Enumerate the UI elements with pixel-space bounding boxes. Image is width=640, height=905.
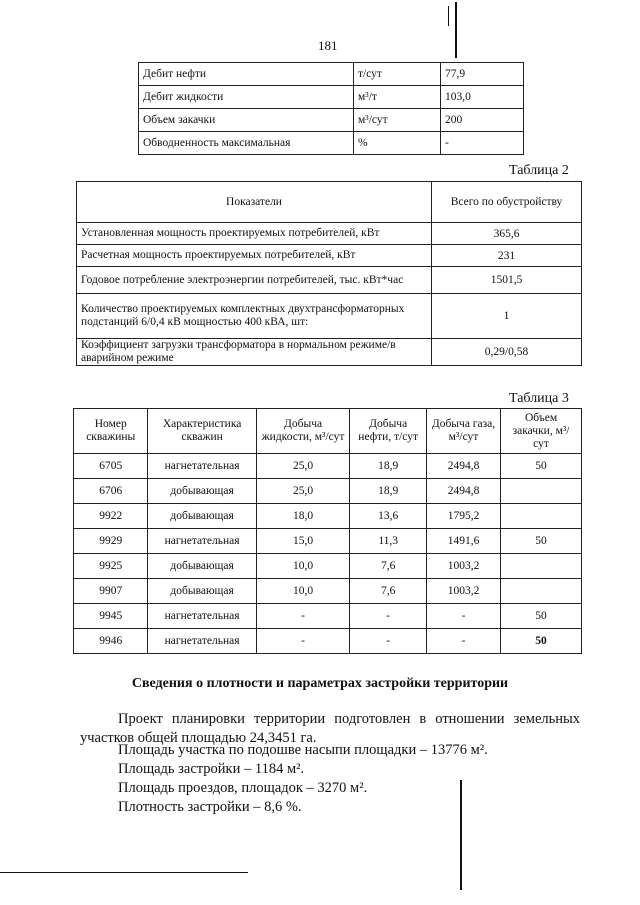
column-header: Объем закачки, м³/сут	[501, 409, 582, 454]
table-cell: 9929	[74, 529, 148, 554]
building-area-line: Площадь застройки – 1184 м².	[118, 761, 305, 777]
table-cell: добывающая	[148, 479, 256, 504]
table-cell	[501, 504, 582, 529]
table-cell: 1491,6	[426, 529, 500, 554]
table-cell: 25,0	[256, 454, 350, 479]
table-cell: 50	[501, 454, 582, 479]
scan-mark	[0, 872, 248, 873]
table-cell: 9922	[74, 504, 148, 529]
table-cell	[501, 579, 582, 604]
table2-caption: Таблица 2	[509, 163, 569, 178]
table-cell: добывающая	[148, 579, 256, 604]
table-row	[74, 579, 582, 604]
table-cell: -	[350, 604, 426, 629]
table-row	[74, 529, 582, 554]
table-cell: 2494,8	[426, 479, 500, 504]
table-row	[139, 86, 524, 109]
table-cell: 7,6	[350, 554, 426, 579]
roads-area-line: Площадь проездов, площадок – 3270 м².	[118, 780, 368, 796]
column-header: Добыча нефти, т/сут	[350, 409, 426, 454]
table-cell: 9925	[74, 554, 148, 579]
table2-header-total: Всего по обустройству	[432, 182, 582, 223]
indicator-name: Коэффициент загрузки трансформатора в нормальном режиме/в аварийном режиме	[77, 339, 432, 366]
table-cell	[501, 479, 582, 504]
scan-mark	[455, 2, 457, 58]
table-cell: -	[426, 604, 500, 629]
table3-caption: Таблица 3	[509, 391, 569, 406]
page-number: 181	[318, 38, 338, 53]
table-cell: 7,6	[350, 579, 426, 604]
table-cell: добывающая	[148, 554, 256, 579]
indicator-value: 1501,5	[432, 267, 582, 294]
table-row	[74, 604, 582, 629]
table-cell: -	[350, 629, 426, 654]
table-row	[74, 629, 582, 654]
table-cell: 6706	[74, 479, 148, 504]
table-cell: 2494,8	[426, 454, 500, 479]
table-cell: добывающая	[148, 504, 256, 529]
param-unit: м³/т	[354, 86, 441, 109]
indicator-name: Установленная мощность проектируемых потребителей, кВт	[77, 223, 432, 245]
table2-header-indicators: Показатели	[77, 182, 432, 223]
table-row	[77, 223, 582, 245]
column-header: Добыча жидкости, м³/сут	[256, 409, 350, 454]
density-line: Плотность застройки – 8,6 %.	[118, 799, 302, 815]
table-cell: 50	[501, 529, 582, 554]
column-header: Номер скважины	[74, 409, 148, 454]
param-value: 200	[441, 109, 524, 132]
table-cell: 9907	[74, 579, 148, 604]
table-cell: 18,9	[350, 479, 426, 504]
table-cell: 18,9	[350, 454, 426, 479]
table-row	[77, 294, 582, 339]
param-name: Обводненность максимальная	[139, 132, 354, 155]
table-cell: нагнетательная	[148, 604, 256, 629]
table-cell: 50	[501, 629, 582, 654]
table-row	[74, 454, 582, 479]
table-cell: 1003,2	[426, 554, 500, 579]
param-unit: т/сут	[354, 63, 441, 86]
power-table	[76, 181, 582, 366]
indicator-value: 365,6	[432, 223, 582, 245]
table-cell: 25,0	[256, 479, 350, 504]
table-cell	[501, 554, 582, 579]
table-cell: 9946	[74, 629, 148, 654]
table-cell: 10,0	[256, 554, 350, 579]
table-row	[74, 479, 582, 504]
table-cell: -	[256, 629, 350, 654]
indicator-value: 231	[432, 245, 582, 267]
param-name: Дебит нефти	[139, 63, 354, 86]
table-row	[139, 132, 524, 155]
table-cell: 11,3	[350, 529, 426, 554]
indicator-name: Расчетная мощность проектируемых потребителей, кВт	[77, 245, 432, 267]
table-cell: 18,0	[256, 504, 350, 529]
column-header: Характеристика скважин	[148, 409, 256, 454]
table-cell: -	[426, 629, 500, 654]
table-row	[74, 554, 582, 579]
param-value: 103,0	[441, 86, 524, 109]
table-row	[139, 109, 524, 132]
table-cell: 10,0	[256, 579, 350, 604]
param-name: Дебит жидкости	[139, 86, 354, 109]
param-value: 77,9	[441, 63, 524, 86]
param-value: -	[441, 132, 524, 155]
wells-table	[73, 408, 582, 654]
table-cell: 1003,2	[426, 579, 500, 604]
table-row	[77, 267, 582, 294]
indicator-value: 0,29/0,58	[432, 339, 582, 366]
table-cell: 13,6	[350, 504, 426, 529]
table-cell: 15,0	[256, 529, 350, 554]
table-cell: 9945	[74, 604, 148, 629]
well-params-table	[138, 62, 524, 155]
table-row	[74, 504, 582, 529]
table-row	[77, 245, 582, 267]
indicator-value: 1	[432, 294, 582, 339]
indicator-name: Годовое потребление электроэнергии потребителей, тыс. кВт*час	[77, 267, 432, 294]
site-area-line: Площадь участка по подошве насыпи площадки – 13776 м².	[118, 742, 488, 758]
section-paragraph: Проект планировки территории подготовлен в отношении земельных участков общей площадью 24,3451 га.	[80, 711, 580, 746]
column-header: Добыча газа, м³/сут	[426, 409, 500, 454]
table-cell: нагнетательная	[148, 454, 256, 479]
param-unit: м³/сут	[354, 109, 441, 132]
table-row	[77, 339, 582, 366]
table-cell: нагнетательная	[148, 529, 256, 554]
param-name: Объем закачки	[139, 109, 354, 132]
table-cell: 50	[501, 604, 582, 629]
indicator-name: Количество проектируемых комплектных двухтрансформаторных подстанций 6/0,4 кВ мощностью 400 кВА, шт:	[77, 294, 432, 339]
param-unit: %	[354, 132, 441, 155]
scan-mark	[460, 780, 462, 890]
table-cell: -	[256, 604, 350, 629]
table-row	[139, 63, 524, 86]
table-cell: 1795,2	[426, 504, 500, 529]
section-heading: Сведения о плотности и параметрах застройки территории	[131, 676, 509, 691]
table-cell: 6705	[74, 454, 148, 479]
scan-mark	[448, 6, 449, 26]
table-cell: нагнетательная	[148, 629, 256, 654]
